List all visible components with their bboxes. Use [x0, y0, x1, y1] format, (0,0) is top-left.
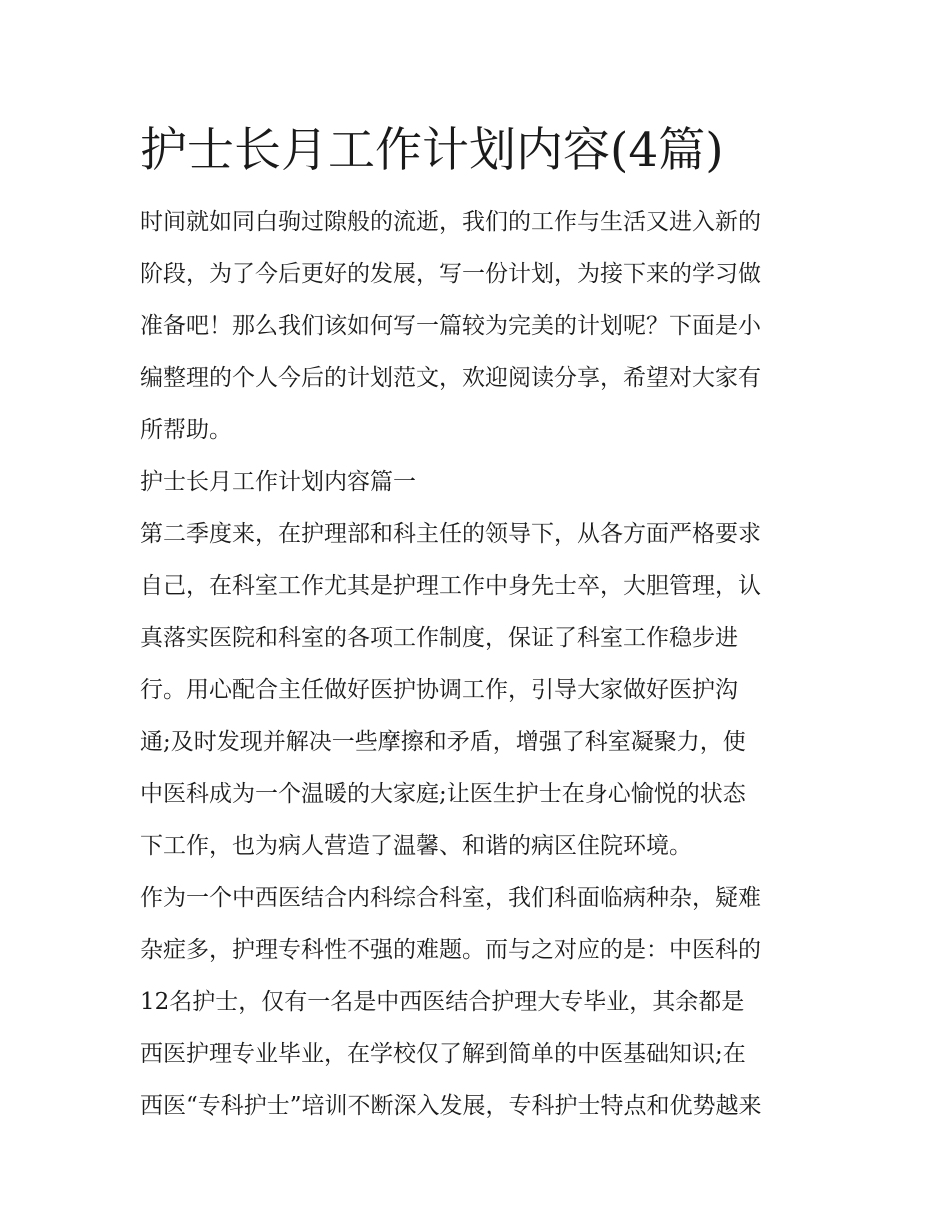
text-line: 12名护士，仅有一名是中西医结合护理大专毕业，其余都是 [140, 989, 745, 1015]
text-line: 通;及时发现并解决一些摩擦和矛盾，增强了科室凝聚力，使 [140, 729, 746, 755]
text-line: 中医科成为一个温暖的大家庭;让医生护士在身心愉悦的状态 [140, 781, 746, 807]
text-line: 西医护理专业毕业，在学校仅了解到简单的中医基础知识;在 [140, 1041, 746, 1067]
text-line: 行。用心配合主任做好医护协调工作，引导大家做好医护沟 [140, 677, 738, 703]
text-line: 阶段，为了今后更好的发展，写一份计划，为接下来的学习做 [140, 261, 761, 287]
text-line: 自己，在科室工作尤其是护理工作中身先士卒，大胆管理，认 [140, 573, 761, 599]
text-line: 准备吧！那么我们该如何写一篇较为完美的计划呢？下面是小 [140, 313, 761, 339]
text-line: 所帮助。 [140, 417, 232, 443]
intro-paragraph [140, 196, 812, 456]
text-line: 第二季度来，在护理部和科主任的领导下，从各方面严格要求 [140, 521, 761, 547]
body-paragraph-1 [140, 508, 812, 872]
text-line: 作为一个中西医结合内科综合科室，我们科面临病种杂，疑难 [140, 885, 761, 911]
text-line: 杂症多，护理专科性不强的难题。而与之对应的是：中医科的 [140, 937, 761, 963]
section-heading-text: 护士长月工作计划内容篇一 [140, 469, 416, 495]
text-line: 时间就如同白驹过隙般的流逝，我们的工作与生活又进入新的 [140, 209, 761, 235]
text-line: 编整理的个人今后的计划范文，欢迎阅读分享，希望对大家有 [140, 365, 761, 391]
text-line: 真落实医院和科室的各项工作制度，保证了科室工作稳步进 [140, 625, 738, 651]
section-heading [140, 456, 812, 508]
document-page [140, 118, 812, 1132]
document-title: 护士长月工作计划内容(4篇) [140, 123, 724, 178]
text-line: 西医“专科护士”培训不断深入发展，专科护士特点和优势越来 [140, 1093, 762, 1119]
body-paragraph-2 [140, 872, 812, 1132]
text-line: 下工作，也为病人营造了温馨、和谐的病区住院环境。 [140, 833, 692, 859]
